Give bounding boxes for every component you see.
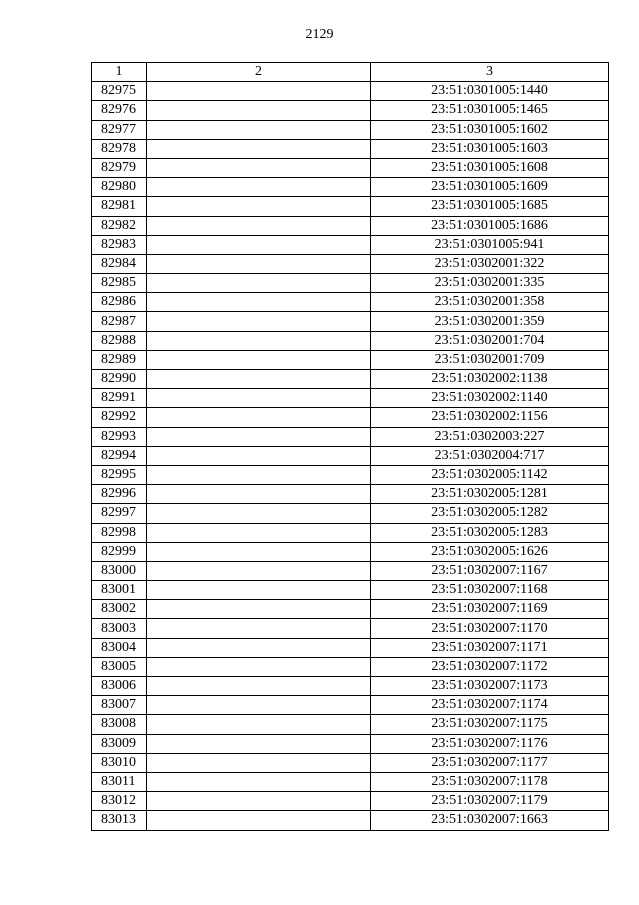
cadastral-number-cell: 23:51:0302001:704 [371, 331, 609, 350]
cadastral-number-cell: 23:51:0302001:322 [371, 254, 609, 273]
row-number-cell: 82986 [92, 293, 147, 312]
cadastral-number-cell: 23:51:0302002:1156 [371, 408, 609, 427]
cadastral-number-cell: 23:51:0302007:1172 [371, 657, 609, 676]
table-row [92, 715, 609, 734]
row-number-cell: 83005 [92, 657, 147, 676]
row-number-cell: 83008 [92, 715, 147, 734]
table-row [92, 485, 609, 504]
row-number-cell: 82985 [92, 274, 147, 293]
table-row [92, 772, 609, 791]
row-number-cell: 82990 [92, 370, 147, 389]
cadastral-number-cell: 23:51:0302007:1171 [371, 638, 609, 657]
cadastral-number-cell: 23:51:0301005:1440 [371, 82, 609, 101]
cadastral-number-cell: 23:51:0302005:1142 [371, 465, 609, 484]
description-cell [147, 82, 371, 101]
row-number-cell: 82976 [92, 101, 147, 120]
cadastral-number-cell: 23:51:0301005:1685 [371, 197, 609, 216]
table-row [92, 753, 609, 772]
row-number-cell: 82977 [92, 120, 147, 139]
cadastral-number-cell: 23:51:0301005:1686 [371, 216, 609, 235]
table-row [92, 389, 609, 408]
description-cell [147, 465, 371, 484]
cadastral-number-cell: 23:51:0302005:1282 [371, 504, 609, 523]
description-cell [147, 158, 371, 177]
cadastral-number-cell: 23:51:0302007:1167 [371, 561, 609, 580]
row-number-cell: 82992 [92, 408, 147, 427]
description-cell [147, 254, 371, 273]
row-number-cell: 83010 [92, 753, 147, 772]
table-row [92, 792, 609, 811]
row-number-cell: 82998 [92, 523, 147, 542]
page-number: 2129 [305, 27, 334, 42]
row-number-cell: 82991 [92, 389, 147, 408]
cadastral-number-cell: 23:51:0302002:1140 [371, 389, 609, 408]
cadastral-number-cell: 23:51:0302007:1179 [371, 792, 609, 811]
row-number-cell: 83003 [92, 619, 147, 638]
table-row [92, 101, 609, 120]
cadastral-number-cell: 23:51:0302002:1138 [371, 370, 609, 389]
table-row [92, 542, 609, 561]
row-number-cell: 82980 [92, 178, 147, 197]
cadastral-number-cell: 23:51:0302001:359 [371, 312, 609, 331]
row-number-cell: 82996 [92, 485, 147, 504]
cadastral-number-cell: 23:51:0302005:1281 [371, 485, 609, 504]
description-cell [147, 293, 371, 312]
description-cell [147, 734, 371, 753]
column-header-3: 3 [371, 63, 609, 82]
table-row [92, 235, 609, 254]
table-row [92, 139, 609, 158]
table-row [92, 504, 609, 523]
row-number-cell: 82979 [92, 158, 147, 177]
table-row [92, 197, 609, 216]
cadastral-number-cell: 23:51:0302007:1176 [371, 734, 609, 753]
row-number-cell: 83004 [92, 638, 147, 657]
description-cell [147, 274, 371, 293]
table-row [92, 446, 609, 465]
table-row [92, 274, 609, 293]
table-row [92, 677, 609, 696]
table-row [92, 350, 609, 369]
description-cell [147, 446, 371, 465]
row-number-cell: 82989 [92, 350, 147, 369]
table-row [92, 408, 609, 427]
description-cell [147, 235, 371, 254]
table-row [92, 293, 609, 312]
cadastral-number-cell: 23:51:0301005:941 [371, 235, 609, 254]
description-cell [147, 197, 371, 216]
table-row [92, 811, 609, 830]
description-cell [147, 178, 371, 197]
table-row [92, 734, 609, 753]
row-number-cell: 82975 [92, 82, 147, 101]
cadastral-number-cell: 23:51:0302001:358 [371, 293, 609, 312]
cadastral-number-cell: 23:51:0301005:1608 [371, 158, 609, 177]
description-cell [147, 657, 371, 676]
table-row [92, 427, 609, 446]
table-row [92, 638, 609, 657]
row-number-cell: 82988 [92, 331, 147, 350]
description-cell [147, 216, 371, 235]
cadastral-number-cell: 23:51:0302007:1168 [371, 581, 609, 600]
description-cell [147, 715, 371, 734]
description-cell [147, 677, 371, 696]
row-number-cell: 82993 [92, 427, 147, 446]
description-cell [147, 811, 371, 830]
row-number-cell: 82978 [92, 139, 147, 158]
row-number-cell: 82981 [92, 197, 147, 216]
cadastral-number-cell: 23:51:0301005:1602 [371, 120, 609, 139]
table-row [92, 696, 609, 715]
table-header-row [92, 63, 609, 82]
description-cell [147, 389, 371, 408]
cadastral-number-cell: 23:51:0302007:1175 [371, 715, 609, 734]
description-cell [147, 753, 371, 772]
table-row [92, 120, 609, 139]
cadastral-number-cell: 23:51:0302001:335 [371, 274, 609, 293]
cadastral-number-cell: 23:51:0302005:1283 [371, 523, 609, 542]
table-row [92, 465, 609, 484]
table-row [92, 331, 609, 350]
table-row [92, 523, 609, 542]
row-number-cell: 83000 [92, 561, 147, 580]
row-number-cell: 83011 [92, 772, 147, 791]
column-header-1: 1 [92, 63, 147, 82]
row-number-cell: 83012 [92, 792, 147, 811]
table-row [92, 178, 609, 197]
description-cell [147, 370, 371, 389]
row-number-cell: 82983 [92, 235, 147, 254]
cadastral-number-cell: 23:51:0301005:1465 [371, 101, 609, 120]
table-row [92, 657, 609, 676]
cadastral-number-cell: 23:51:0302007:1177 [371, 753, 609, 772]
column-header-2: 2 [147, 63, 371, 82]
row-number-cell: 83006 [92, 677, 147, 696]
cadastral-number-cell: 23:51:0302005:1626 [371, 542, 609, 561]
cadastral-number-cell: 23:51:0302007:1174 [371, 696, 609, 715]
description-cell [147, 408, 371, 427]
registry-table [91, 62, 609, 831]
cadastral-number-cell: 23:51:0302007:1178 [371, 772, 609, 791]
row-number-cell: 82982 [92, 216, 147, 235]
table-row [92, 312, 609, 331]
row-number-cell: 82987 [92, 312, 147, 331]
cadastral-number-cell: 23:51:0302007:1663 [371, 811, 609, 830]
row-number-cell: 83013 [92, 811, 147, 830]
table-body [92, 82, 609, 830]
description-cell [147, 120, 371, 139]
table-row [92, 216, 609, 235]
table-row [92, 370, 609, 389]
description-cell [147, 523, 371, 542]
cadastral-number-cell: 23:51:0302001:709 [371, 350, 609, 369]
description-cell [147, 350, 371, 369]
cadastral-number-cell: 23:51:0301005:1603 [371, 139, 609, 158]
row-number-cell: 83007 [92, 696, 147, 715]
row-number-cell: 83002 [92, 600, 147, 619]
cadastral-number-cell: 23:51:0302007:1170 [371, 619, 609, 638]
row-number-cell: 82999 [92, 542, 147, 561]
table-row [92, 254, 609, 273]
description-cell [147, 101, 371, 120]
table-row [92, 600, 609, 619]
table-row [92, 82, 609, 101]
description-cell [147, 331, 371, 350]
row-number-cell: 83009 [92, 734, 147, 753]
cadastral-number-cell: 23:51:0302003:227 [371, 427, 609, 446]
description-cell [147, 542, 371, 561]
cadastral-number-cell: 23:51:0302007:1173 [371, 677, 609, 696]
description-cell [147, 619, 371, 638]
row-number-cell: 82995 [92, 465, 147, 484]
description-cell [147, 561, 371, 580]
description-cell [147, 638, 371, 657]
table-row [92, 158, 609, 177]
description-cell [147, 600, 371, 619]
description-cell [147, 772, 371, 791]
description-cell [147, 792, 371, 811]
table-row [92, 619, 609, 638]
description-cell [147, 581, 371, 600]
cadastral-number-cell: 23:51:0301005:1609 [371, 178, 609, 197]
description-cell [147, 139, 371, 158]
cadastral-number-cell: 23:51:0302007:1169 [371, 600, 609, 619]
description-cell [147, 504, 371, 523]
table-row [92, 561, 609, 580]
description-cell [147, 427, 371, 446]
description-cell [147, 485, 371, 504]
row-number-cell: 83001 [92, 581, 147, 600]
cadastral-number-cell: 23:51:0302004:717 [371, 446, 609, 465]
row-number-cell: 82984 [92, 254, 147, 273]
description-cell [147, 312, 371, 331]
row-number-cell: 82994 [92, 446, 147, 465]
table-row [92, 581, 609, 600]
description-cell [147, 696, 371, 715]
row-number-cell: 82997 [92, 504, 147, 523]
